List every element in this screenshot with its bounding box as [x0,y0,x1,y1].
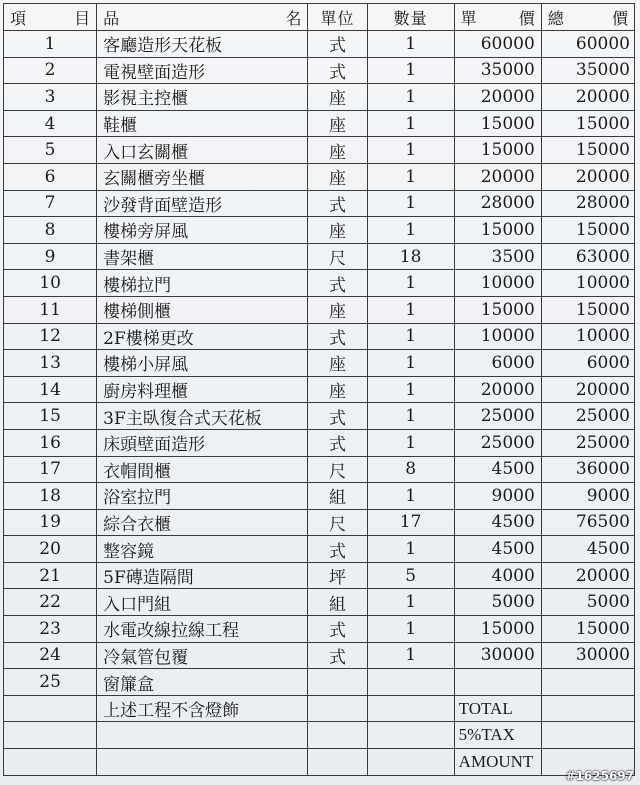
item-no: 18 [4,483,97,510]
item-unit: 式 [308,403,367,430]
item-unit-price: 9000 [454,483,541,510]
item-total: 30000 [541,642,634,669]
item-no: 8 [4,217,97,244]
item-unit-price [454,669,541,696]
header-item-name [97,4,308,31]
item-total: 15000 [541,616,634,643]
summary-total-label: TOTAL [454,695,541,722]
item-no: 7 [4,190,97,217]
item-qty: 1 [367,403,454,430]
item-name: 衣帽間櫃 [97,456,308,483]
item-unit-price: 15000 [454,616,541,643]
item-qty: 1 [367,110,454,137]
item-unit: 尺 [308,509,367,536]
table-row [4,429,635,456]
item-qty: 1 [367,31,454,58]
header-unit-price [454,4,541,31]
table-row [4,376,635,403]
item-unit: 式 [308,536,367,563]
summary-tax-label: 5%TAX [454,722,541,749]
item-name: 浴室拉門 [97,483,308,510]
item-qty: 1 [367,350,454,377]
table-row [4,509,635,536]
item-unit-price: 28000 [454,190,541,217]
summary-section [4,695,635,775]
header-item-no-char2: 目 [74,8,91,28]
item-total: 36000 [541,456,634,483]
item-unit-price: 35000 [454,57,541,84]
item-qty: 1 [367,616,454,643]
item-name: 客廳造形天花板 [97,31,308,58]
item-name: 入口玄關櫃 [97,137,308,164]
item-unit-price: 15000 [454,110,541,137]
table-row [4,616,635,643]
summary-amount-label: AMOUNT [454,749,541,776]
item-qty: 8 [367,456,454,483]
table-row [4,190,635,217]
item-qty: 1 [367,217,454,244]
item-qty: 1 [367,589,454,616]
item-qty: 1 [367,642,454,669]
item-unit-price: 10000 [454,270,541,297]
item-unit: 組 [308,483,367,510]
item-no: 22 [4,589,97,616]
item-qty: 1 [367,376,454,403]
item-unit-price: 15000 [454,137,541,164]
item-unit: 坪 [308,562,367,589]
item-unit-price: 25000 [454,429,541,456]
item-name: 3F主臥復合式天花板 [97,403,308,430]
item-unit-price: 20000 [454,376,541,403]
item-total: 6000 [541,350,634,377]
summary-note: 上述工程不含燈飾 [97,695,308,722]
item-total: 10000 [541,323,634,350]
header-qty: 數量 [367,4,454,31]
item-no: 12 [4,323,97,350]
summary-empty-cell [308,695,367,722]
summary-total-value [541,695,634,722]
item-unit: 式 [308,31,367,58]
header-unit: 單位 [308,4,367,31]
item-name: 樓梯側櫃 [97,296,308,323]
item-total: 15000 [541,217,634,244]
item-total: 35000 [541,57,634,84]
summary-row-tax [4,722,635,749]
header-item-no-char1: 項 [10,8,27,28]
item-unit: 式 [308,190,367,217]
item-unit: 座 [308,110,367,137]
item-qty: 1 [367,323,454,350]
item-no: 6 [4,163,97,190]
item-qty: 1 [367,57,454,84]
item-name: 玄關櫃旁坐櫃 [97,163,308,190]
item-total: 15000 [541,137,634,164]
item-qty: 1 [367,296,454,323]
header-unit-price-char1: 單 [460,8,477,28]
header-unit-price-char2: 價 [518,8,535,28]
item-unit: 座 [308,163,367,190]
table-row [4,350,635,377]
table-row [4,456,635,483]
summary-row-amount [4,749,635,776]
item-total: 63000 [541,243,634,270]
item-total: 20000 [541,376,634,403]
item-qty: 1 [367,137,454,164]
item-qty: 1 [367,190,454,217]
item-no: 3 [4,84,97,111]
item-name: 整容鏡 [97,536,308,563]
item-no: 14 [4,376,97,403]
item-rows [4,31,635,696]
item-name: 冷氣管包覆 [97,642,308,669]
item-total: 5000 [541,589,634,616]
item-unit-price: 4500 [454,456,541,483]
header-item-name-char2: 名 [285,8,302,28]
item-total: 60000 [541,31,634,58]
item-unit: 式 [308,323,367,350]
item-unit: 座 [308,137,367,164]
table-row [4,110,635,137]
quotation-table [3,3,635,776]
item-name: 床頭壁面造形 [97,429,308,456]
item-unit: 組 [308,589,367,616]
table-row [4,323,635,350]
item-unit [308,669,367,696]
item-unit: 座 [308,296,367,323]
item-qty [367,669,454,696]
item-unit: 式 [308,642,367,669]
item-no: 1 [4,31,97,58]
header-total [541,4,634,31]
header-item-name-char1: 品 [103,8,120,28]
table-row [4,562,635,589]
item-no: 15 [4,403,97,430]
item-unit-price: 20000 [454,163,541,190]
header-row [4,4,635,31]
item-no: 10 [4,270,97,297]
item-unit-price: 4000 [454,562,541,589]
item-unit: 座 [308,84,367,111]
item-name: 電視壁面造形 [97,57,308,84]
item-total: 25000 [541,429,634,456]
table-row [4,84,635,111]
item-no: 24 [4,642,97,669]
item-unit-price: 5000 [454,589,541,616]
item-qty: 1 [367,270,454,297]
item-name: 鞋櫃 [97,110,308,137]
item-total: 20000 [541,163,634,190]
table-row [4,483,635,510]
item-name: 書架櫃 [97,243,308,270]
table-row [4,296,635,323]
table-row [4,536,635,563]
table-row [4,57,635,84]
item-no: 11 [4,296,97,323]
item-name: 廚房料理櫃 [97,376,308,403]
summary-empty-cell [308,749,367,776]
item-no: 17 [4,456,97,483]
item-unit: 座 [308,376,367,403]
item-no: 25 [4,669,97,696]
item-no: 16 [4,429,97,456]
item-qty: 1 [367,429,454,456]
item-unit-price: 15000 [454,217,541,244]
summary-empty-cell [97,749,308,776]
summary-empty-cell [4,695,97,722]
item-total: 20000 [541,562,634,589]
table-row [4,243,635,270]
item-unit-price: 15000 [454,296,541,323]
item-qty: 1 [367,483,454,510]
summary-empty-cell [4,749,97,776]
item-total: 76500 [541,509,634,536]
item-unit-price: 3500 [454,243,541,270]
item-name: 5F磚造隔間 [97,562,308,589]
item-total: 10000 [541,270,634,297]
item-no: 23 [4,616,97,643]
summary-tax-value [541,722,634,749]
item-qty: 17 [367,509,454,536]
summary-empty-cell [367,695,454,722]
summary-empty-cell [308,722,367,749]
item-unit: 式 [308,429,367,456]
item-total: 28000 [541,190,634,217]
item-no: 5 [4,137,97,164]
item-no: 13 [4,350,97,377]
item-unit-price: 25000 [454,403,541,430]
item-total [541,669,634,696]
summary-empty-cell [97,722,308,749]
header-item-no [4,4,97,31]
item-name: 2F樓梯更改 [97,323,308,350]
item-unit: 尺 [308,243,367,270]
item-total: 20000 [541,84,634,111]
table-row [4,642,635,669]
item-unit-price: 4500 [454,536,541,563]
header-total-char2: 價 [611,8,628,28]
item-total: 4500 [541,536,634,563]
item-unit-price: 20000 [454,84,541,111]
item-name: 影視主控櫃 [97,84,308,111]
summary-row-total [4,695,635,722]
item-unit-price: 4500 [454,509,541,536]
item-total: 15000 [541,296,634,323]
item-name: 沙發背面壁造形 [97,190,308,217]
summary-empty-cell [367,722,454,749]
table-row [4,403,635,430]
item-name: 水電改線拉線工程 [97,616,308,643]
summary-empty-cell [4,722,97,749]
summary-empty-cell [367,749,454,776]
watermark-id: #1625697 [565,769,634,783]
item-total: 15000 [541,110,634,137]
item-total: 25000 [541,403,634,430]
table-row [4,217,635,244]
item-total: 9000 [541,483,634,510]
table-row [4,163,635,190]
table-row [4,137,635,164]
item-no: 21 [4,562,97,589]
item-qty: 5 [367,562,454,589]
item-no: 9 [4,243,97,270]
item-no: 2 [4,57,97,84]
item-unit: 式 [308,270,367,297]
item-name: 樓梯旁屏風 [97,217,308,244]
table-row [4,270,635,297]
table-row [4,31,635,58]
item-unit: 座 [308,350,367,377]
item-unit-price: 60000 [454,31,541,58]
item-unit: 座 [308,217,367,244]
item-no: 4 [4,110,97,137]
item-qty: 1 [367,163,454,190]
item-name: 綜合衣櫃 [97,509,308,536]
item-qty: 1 [367,84,454,111]
item-unit: 式 [308,57,367,84]
item-name: 樓梯拉門 [97,270,308,297]
item-qty: 1 [367,536,454,563]
header-total-char1: 總 [547,8,564,28]
table-row [4,669,635,696]
table-row [4,589,635,616]
item-unit-price: 30000 [454,642,541,669]
item-name: 樓梯小屏風 [97,350,308,377]
item-name: 入口門組 [97,589,308,616]
item-no: 19 [4,509,97,536]
item-name: 窗簾盒 [97,669,308,696]
item-no: 20 [4,536,97,563]
item-unit: 尺 [308,456,367,483]
item-qty: 18 [367,243,454,270]
item-unit-price: 10000 [454,323,541,350]
item-unit: 式 [308,616,367,643]
item-unit-price: 6000 [454,350,541,377]
